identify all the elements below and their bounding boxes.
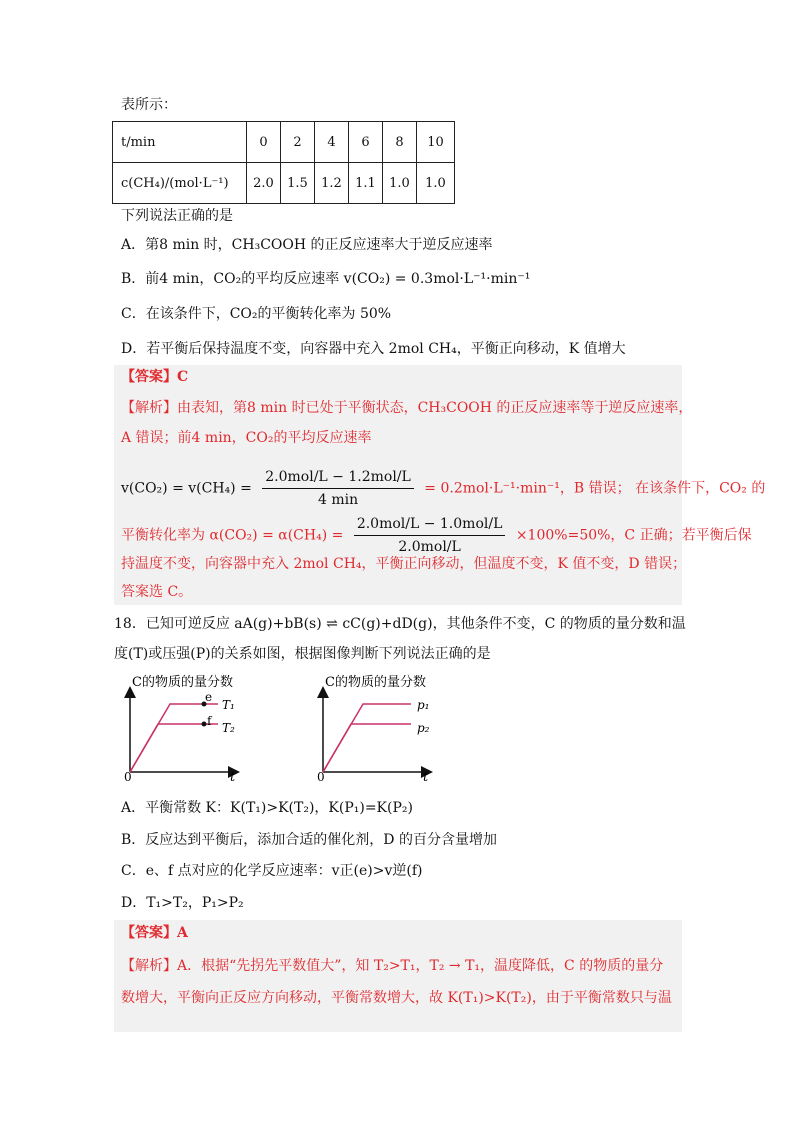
table-cell: 0 xyxy=(247,122,281,163)
q18-option-a: A．平衡常数 K：K(T₁)>K(T₂)，K(P₁)=K(P₂) xyxy=(121,800,413,816)
q17-option-a: A．第8 min 时，CH₃COOH 的正反应速率大于逆反应速率 xyxy=(121,237,493,253)
origin-label: 0 xyxy=(317,770,325,783)
table-cell: 2 xyxy=(281,122,315,163)
fraction-denominator: 4 min xyxy=(317,492,359,508)
chart-temperature xyxy=(112,668,262,783)
t-axis-label: t xyxy=(230,770,236,783)
q17-option-b: B．前4 min，CO₂的平均反应速率 v(CO₂) = 0.3mol·L⁻¹·min⁻¹ xyxy=(121,271,531,287)
q18-stem-line: 度(T)或压强(P)的关系如图，根据图像判断下列说法正确的是 xyxy=(114,646,491,662)
label-f: f xyxy=(207,714,212,728)
formula-left: 平衡转化率为 α(CO₂) = α(CH₄) = xyxy=(121,527,344,544)
label-p1: p₁ xyxy=(417,698,430,712)
label-T1: T₁ xyxy=(222,698,235,712)
q17-explanation-line: A 错误；前4 min，CO₂的平均反应速率 xyxy=(121,430,372,446)
fraction xyxy=(354,513,506,558)
q17-explanation-line: 答案选 C。 xyxy=(121,584,193,600)
chart-title: C的物质的量分数 xyxy=(132,675,233,690)
label-p2: p₂ xyxy=(417,721,430,735)
q17-explanation-line: 【解析】由表知，第8 min 时已处于平衡状态，CH₃COOH 的正反应速率等于逆反应速率， xyxy=(121,400,693,416)
q18-explanation-line: 【解析】A．根据“先拐先平数值大”，知 T₂>T₁，T₂ → T₁，温度降低，C 的物质的量分 xyxy=(121,958,664,974)
q17-answer: 【答案】C xyxy=(121,369,189,385)
q18-option-d: D．T₁>T₂，P₁>P₂ xyxy=(121,895,244,911)
series-line-T1 xyxy=(130,704,218,772)
q18-option-c: C．e、f 点对应的化学反应速率：v正(e)>v逆(f) xyxy=(121,863,423,879)
formula-right: = 0.2mol·L⁻¹·min⁻¹，B 错误； 在该条件下，CO₂ 的 xyxy=(424,480,766,497)
label-T2: T₂ xyxy=(222,721,235,735)
table-row xyxy=(113,122,455,163)
q18-option-b: B．反应达到平衡后，添加合适的催化剂，D 的百分含量增加 xyxy=(121,832,497,848)
intro-text: 表所示： xyxy=(121,97,177,113)
series-line-p2 xyxy=(323,724,411,772)
table-cell: 4 xyxy=(315,122,349,163)
table-cell: 10 xyxy=(417,122,455,163)
table-cell: 1.0 xyxy=(417,163,455,204)
q17-option-d: D．若平衡后保持温度不变，向容器中充入 2mol CH₄，平衡正向移动，K 值增大 xyxy=(121,341,626,357)
fraction-numerator: 2.0mol/L − 1.2mol/L xyxy=(262,466,414,489)
formula-left: v(CO₂) = v(CH₄) = xyxy=(121,480,252,497)
fraction xyxy=(262,466,414,511)
table-cell: 1.5 xyxy=(281,163,315,204)
table-cell: 2.0 xyxy=(247,163,281,204)
table-cell: 1.1 xyxy=(349,163,383,204)
chart-title: C的物质的量分数 xyxy=(325,675,426,690)
point-f xyxy=(202,722,207,727)
q17-formula-rate xyxy=(121,466,765,511)
table-cell: 1.2 xyxy=(315,163,349,204)
q18-answer: 【答案】A xyxy=(121,925,188,941)
series-line-p1 xyxy=(323,704,411,772)
q17-formula-conversion xyxy=(121,513,752,558)
label-e: e xyxy=(205,690,213,704)
table-cell: 8 xyxy=(383,122,417,163)
fraction-denominator: 2.0mol/L xyxy=(398,539,461,555)
table-header-concentration: c(CH₄)/(mol·L⁻¹) xyxy=(113,163,247,204)
q17-prompt: 下列说法正确的是 xyxy=(121,208,233,224)
t-axis-label: t xyxy=(423,770,429,783)
data-table xyxy=(112,121,455,204)
q18-explanation-line: 数增大，平衡向正反应方向移动，平衡常数增大，故 K(T₁)>K(T₂)，由于平衡常数只与温 xyxy=(121,990,672,1006)
fraction-numerator: 2.0mol/L − 1.0mol/L xyxy=(354,513,506,536)
q18-stem-line: 18．已知可逆反应 aA(g)+bB(s) ⇌ cC(g)+dD(g)，其他条件不变，C 的物质的量分数和温 xyxy=(114,616,686,632)
table-cell: 1.0 xyxy=(383,163,417,204)
q17-explanation-line: 持温度不变，向容器中充入 2mol CH₄，平衡正向移动，但温度不变，K 值不变，D 错误； xyxy=(121,556,687,572)
chart-pressure xyxy=(305,668,455,783)
q17-option-c: C．在该条件下，CO₂的平衡转化率为 50% xyxy=(121,306,392,322)
table-header-time: t/min xyxy=(113,122,247,163)
table-cell: 6 xyxy=(349,122,383,163)
origin-label: 0 xyxy=(124,770,132,783)
table-row xyxy=(113,163,455,204)
formula-right: ×100%=50%，C 正确；若平衡后保 xyxy=(515,527,752,544)
series-line-T2 xyxy=(130,724,218,772)
